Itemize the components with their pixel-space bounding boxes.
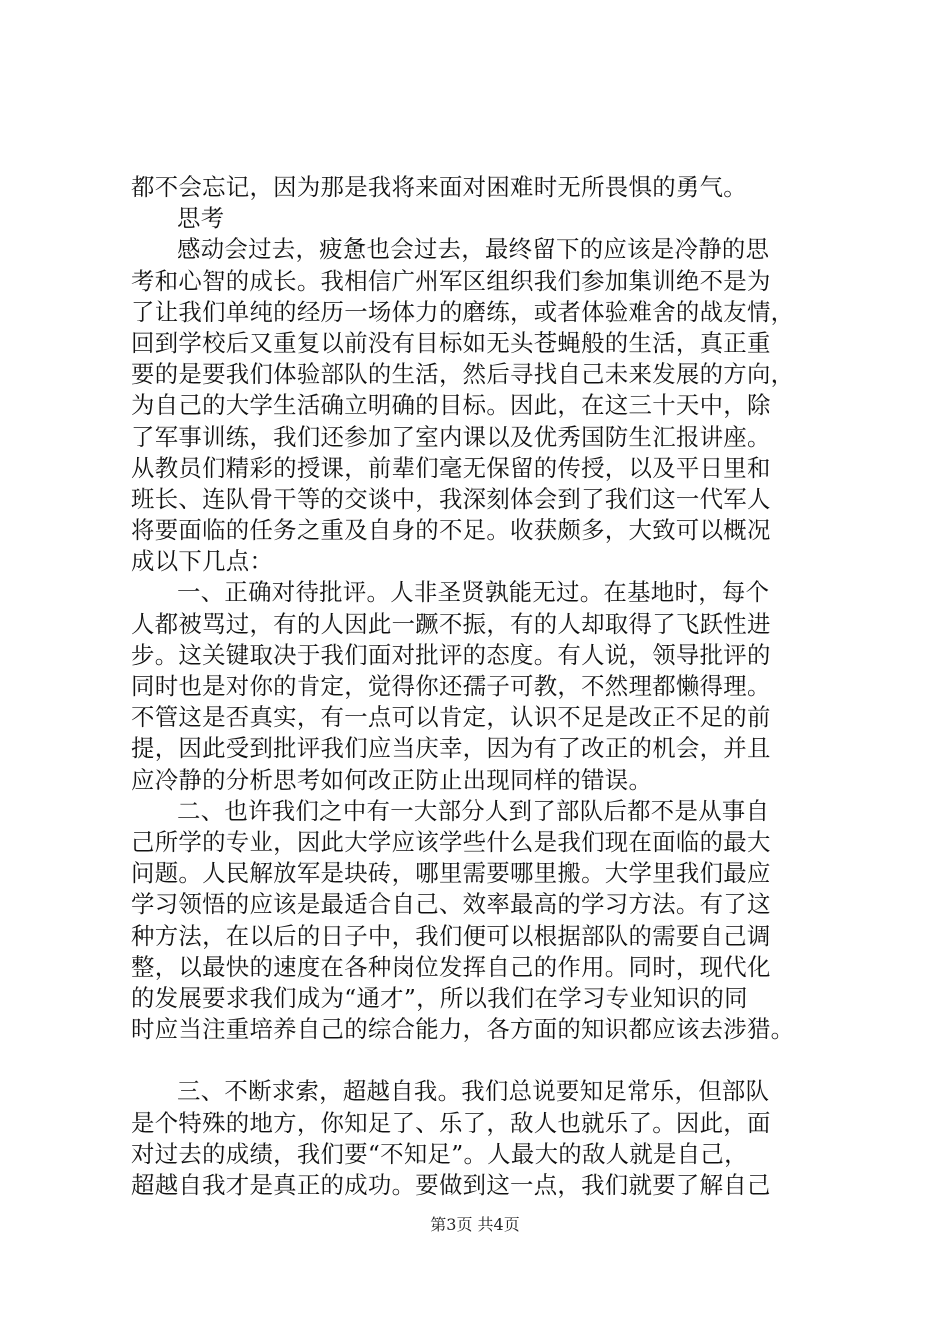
paragraph-start-line: 二、也许我们之中有一大部分人到了部队后都不是从事自: [177, 796, 770, 825]
text-line: 为自己的大学生活确立明确的目标。因此，在这三十天中，除: [131, 391, 771, 420]
text-line: 己所学的专业，因此大学应该学些什么是我们现在面临的最大: [131, 827, 771, 856]
text-line: 从教员们精彩的授课，前辈们毫无保留的传授，以及平日里和: [131, 453, 771, 482]
text-line: 问题。人民解放军是块砖，哪里需要哪里搬。大学里我们最应: [131, 859, 771, 888]
paragraph-start-line: 感动会过去，疲惫也会过去，最终留下的应该是冷静的思: [177, 235, 770, 264]
document-body: [131, 172, 831, 1201]
text-line: 是个特殊的地方，你知足了、乐了，敌人也就乐了。因此，面: [131, 1108, 771, 1137]
text-line: 同时也是对你的肯定，觉得你还孺子可教，不然理都懒得理。: [131, 672, 771, 700]
text-line: 步。这关键取决于我们面对批评的态度。有人说，领导批评的: [131, 640, 771, 669]
text-line: 了让我们单纯的经历一场体力的磨练，或者体验难舍的战友情，: [131, 297, 795, 326]
paragraph-start-line: 一、正确对待批评。人非圣贤孰能无过。在基地时，每个: [177, 578, 770, 607]
text-line: 整，以最快的速度在各种岗位发挥自己的作用。同时，现代化: [131, 952, 771, 981]
text-line: 班长、连队骨干等的交谈中，我深刻体会到了我们这一代军人: [131, 484, 771, 513]
section-heading: 思考: [177, 204, 225, 233]
text-line: 应冷静的分析思考如何改正防止出现同样的错误。: [131, 765, 653, 794]
text-line: 将要面临的任务之重及自身的不足。收获颇多，大致可以概况: [131, 516, 771, 545]
text-line: 都不会忘记，因为那是我将来面对困难时无所畏惧的勇气。: [131, 173, 747, 201]
text-line: 考和心智的成长。我相信广州军区组织我们参加集训绝不是为: [131, 266, 771, 295]
paragraph-gap: [131, 1045, 831, 1076]
text-line: 对过去的成绩，我们要“不知足”。人最大的敌人就是自己，: [131, 1139, 748, 1168]
text-line: 人都被骂过，有的人因此一蹶不振，有的人却取得了飞跃性进: [131, 609, 771, 638]
text-line: 时应当注重培养自己的综合能力，各方面的知识都应该去涉猎。: [131, 1015, 795, 1044]
text-line: 提，因此受到批评我们应当庆幸，因为有了改正的机会，并且: [131, 734, 771, 763]
text-line: 种方法，在以后的日子中，我们便可以根据部队的需要自己调: [131, 921, 771, 950]
text-line: 要的是要我们体验部队的生活，然后寻找自己未来发展的方向，: [131, 360, 795, 389]
text-line: 成以下几点：: [131, 547, 274, 576]
text-line: 了军事训练，我们还参加了室内课以及优秀国防生汇报讲座。: [131, 422, 771, 451]
paragraph-start-line: 三、不断求索，超越自我。我们总说要知足常乐，但部队: [177, 1077, 770, 1106]
text-line: 超越自我才是真正的成功。要做到这一点，我们就要了解自己: [131, 1171, 771, 1199]
text-line: 的发展要求我们成为“通才”，所以我们在学习专业知识的同: [131, 983, 748, 1012]
text-line: 回到学校后又重复以前没有目标如无头苍蝇般的生活，真正重: [131, 328, 771, 357]
text-line: 学习领悟的应该是最适合自己、效率最高的学习方法。有了这: [131, 890, 771, 919]
page-number-footer: 第3页 共4页: [430, 1215, 520, 1234]
text-line: 不管这是否真实，有一点可以肯定，认识不足是改正不足的前: [131, 703, 771, 732]
